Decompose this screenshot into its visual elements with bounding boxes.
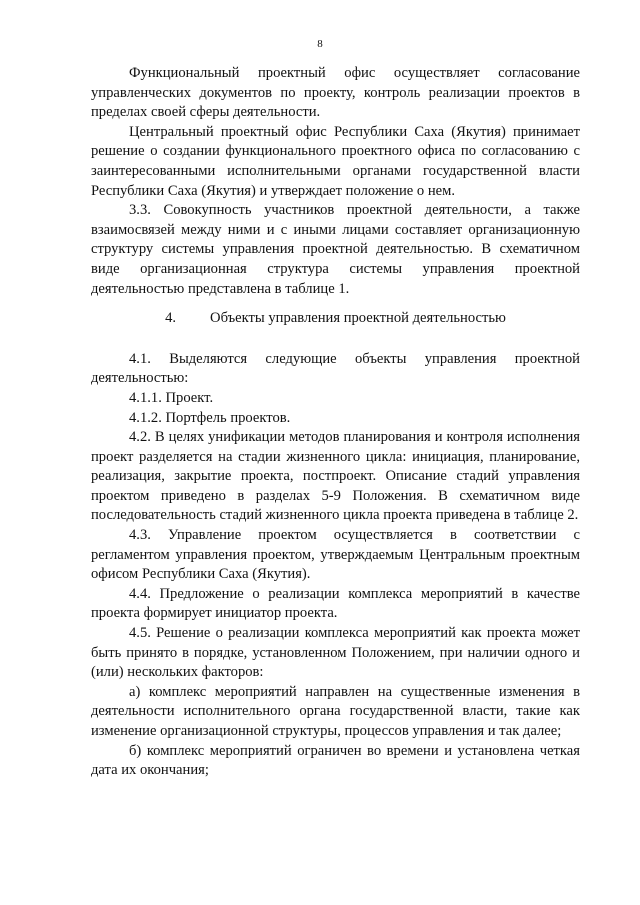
paragraph-4-2: 4.2. В целях унификации методов планирования и контроля исполнения проект разделяется на стадии жизненного цикла: инициация, планирование, реализация, закрытие проекта, постпроект. Описание стадий управления проектом приведено в разделах 5-9 Положения. В схематичном виде последовательность стадий жизненного цикла проекта приведена в таблице 2. [91,429,580,524]
paragraph-4-3: 4.3. Управление проектом осуществляется в соответствии с регламентом управления проектом, утверждаемым Центральным проектным офисом Республики Саха (Якутия). [91,527,580,583]
paragraph-functional-office: Функциональный проектный офис осуществляет согласование управленческих документов по проекту, контроль реализации проектов в пределах своей сферы деятельности. [91,65,580,121]
list-item-a: а) комплекс мероприятий направлен на существенные изменения в деятельности исполнительного органа государственной власти, такие как изменение организационной структуры, процессов управления и так далее; [91,683,580,739]
paragraph-4-1-1: 4.1.1. Проект. [129,389,214,406]
document-body [91,64,580,781]
section-heading-number: 4. [165,310,177,327]
section-heading-title: Объекты управления проектной деятельностью [210,310,506,327]
list-item-b: б) комплекс мероприятий ограничен во времени и установлена четкая дата их окончания; [91,742,580,779]
page-number: 8 [317,38,323,50]
paragraph-4-1-2: 4.1.2. Портфель проектов. [129,409,291,426]
paragraph-4-1: 4.1. Выделяются следующие объекты управления проектной деятельностью: [91,350,580,387]
paragraph-4-5: 4.5. Решение о реализации комплекса мероприятий как проекта может быть принято в порядке, установленном Положением, при наличии одного и (или) нескольких факторов: [91,625,580,681]
paragraph-central-office: Центральный проектный офис Республики Саха (Якутия) принимает решение о создании функционального проектного офиса по согласованию с заинтересованными исполнительными органами государственной власти Республики Саха (Якутия) и утверждает положение о нем. [91,123,580,199]
paragraph-3-3: 3.3. Совокупность участников проектной деятельности, а также взаимосвязей между ними и с иными лицами составляет организационную структуру системы управления проектной деятельностью. В схематичном виде организационная структура системы управления проектной деятельностью представлена в таблице 1. [91,202,580,297]
paragraph-4-4: 4.4. Предложение о реализации комплекса мероприятий в качестве проекта формирует инициатор проекта. [91,585,580,622]
section-heading [91,299,580,350]
